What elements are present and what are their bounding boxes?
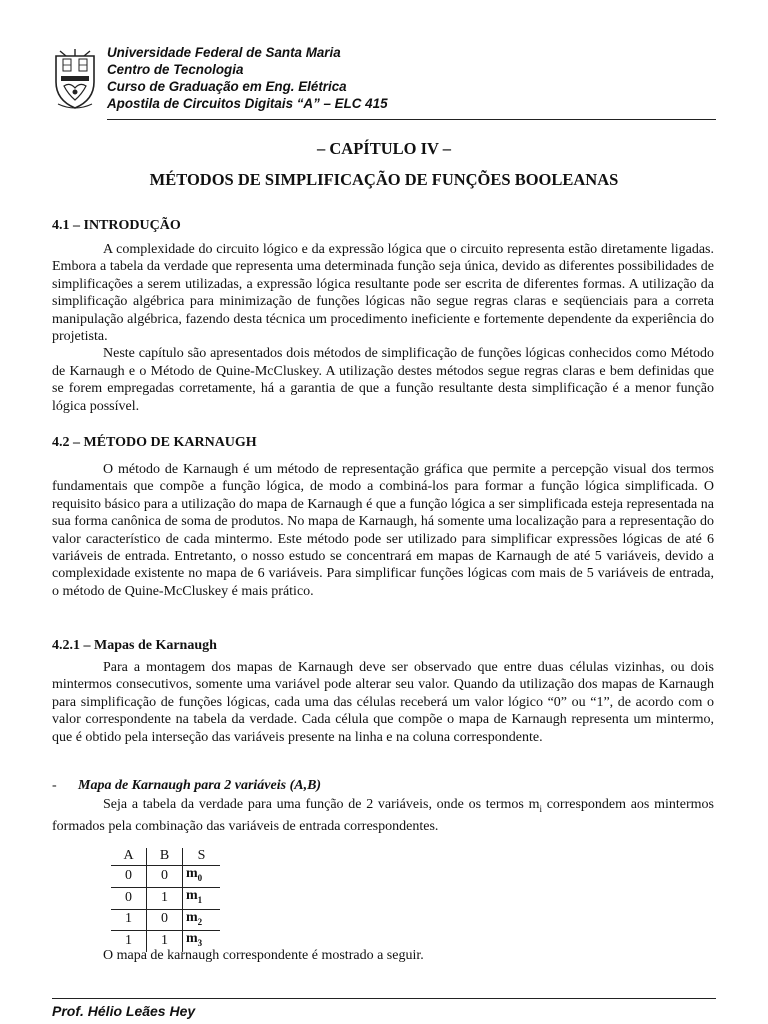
cell-a: 0 [111, 866, 147, 888]
cell-b: 0 [147, 909, 183, 931]
header-rule [107, 119, 716, 120]
chapter-number: – CAPÍTULO IV – [316, 139, 451, 158]
header-course: Curso de Graduação em Eng. Elétrica [107, 79, 347, 94]
truth-table [111, 848, 220, 952]
section-heading-intro: 4.1 – INTRODUÇÃO [52, 218, 181, 233]
cell-b: 1 [147, 887, 183, 909]
column-header-s: S [183, 848, 221, 866]
cell-b: 1 [147, 931, 183, 952]
two-variable-intro [52, 796, 714, 836]
header-center: Centro de Tecnologia [107, 62, 244, 77]
header-text [107, 44, 388, 112]
footer-author: Prof. Hélio Leães Hey [52, 1003, 196, 1019]
bullet-dash: - [52, 778, 57, 793]
paragraph: A complexidade do circuito lógico e da expressão lógica que o circuito representa estão diretamente ligadas. Embora a tabela da verdade que representa uma determinada função seja única, devido as diferentes possibilidades de simplificações a serem utilizadas, a expressão lógica resultante pode ser escrita de diferentes formas. A utilização da simplificação algébrica para minimização de funções lógicas não segue regras claras e seqüenciais para a correta manipulação algébrica, fazendo desta técnica um procedimento ineficiente e fortemente dependente da experiência do projetista. [52, 242, 714, 345]
after-table-text [52, 947, 714, 964]
cell-s: $m_3$ [186, 931, 203, 949]
cell-b: 0 [147, 866, 183, 888]
header-handout: Apostila de Circuitos Digitais “A” – ELC 415 [107, 96, 388, 111]
table-header-row [111, 848, 220, 866]
bullet-two-variables [52, 777, 321, 795]
paragraph: O método de Karnaugh é um método de representação gráfica que permite a percepção visual dos termos fundamentais que compõe a função lógica, de modo a combiná-los para formar a função lógica simplificada. O requisito básico para a utilização do mapa de Karnaugh é que a função lógica a ser simplificada esteja representada na sua forma canônica de soma de produtos. No mapa de Karnaugh, há somente uma localização para a representação do valor característico de cada mintermo. Este método pode ser utilizado para simplificar expressões lógicas de até 6 variáveis de entrada. Entretanto, o nosso estudo se concentrará em mapas de Karnaugh de até 5 variáveis, devido a complexidade existente no mapa de 6 variáveis. Para simplificar funções lógicas com mais de 5 variáveis de entrada, o método de Quine-McCluskey é mais prático. [52, 462, 714, 599]
paragraph: O mapa de karnaugh correspondente é mostrado a seguir. [103, 948, 424, 963]
bullet-title: Mapa de Karnaugh para 2 variáveis (A,B) [78, 778, 322, 793]
section-maps-body [52, 659, 714, 746]
paragraph: Seja a tabela da verdade para uma função de 2 variáveis, onde os termos $m_i$ correspondem aos mintermos formados pela combinação das variáveis de entrada correspondentes. [52, 797, 714, 835]
header-university: Universidade Federal de Santa Maria [107, 45, 341, 60]
chapter-title: MÉTODOS DE SIMPLIFICAÇÃO DE FUNÇÕES BOOLEANAS [149, 170, 619, 189]
column-header-a: A [111, 848, 147, 866]
cell-a: 1 [111, 909, 147, 931]
cell-s: $m_2$ [183, 909, 221, 931]
column-header-b: B [147, 848, 183, 866]
page-header [52, 44, 716, 120]
paragraph: Neste capítulo são apresentados dois métodos de simplificação de funções lógicas conhecidos como Método de Karnaugh e o Método de Quine-McCluskey. A utilização destes métodos segue regras claras e bem definidas que se forem empregadas corretamente, há a garantia de que a função resultante desta simplificação é a menor função lógica possível. [52, 346, 714, 414]
section-intro-body [52, 241, 714, 415]
cell-s: $m_1$ [183, 887, 221, 909]
university-crest-icon [52, 48, 98, 110]
table-row [111, 866, 220, 888]
cell-a: 1 [111, 931, 147, 952]
paragraph: Para a montagem dos mapas de Karnaugh deve ser observado que entre duas células vizinhas, ou dois mintermos consecutivos, somente uma variável pode alterar seu valor. Quando da utilização dos mapas de Karnaugh para simplificação de funções lógicas, cada uma das células receberá um valor lógico “0” ou “1”, de acordo com o valor correspondente na tabela da verdade. Cada célula que compõe o mapa de Karnaugh representa um mintermo, que é obtido pela interseção das variáveis presente na linha e na coluna correspondente. [52, 660, 714, 745]
table-row [111, 887, 220, 909]
cell-s: $m_0$ [183, 866, 221, 888]
section-heading-karnaugh: 4.2 – MÉTODO DE KARNAUGH [52, 435, 257, 450]
section-karnaugh-body [52, 461, 714, 600]
footer-rule [52, 998, 716, 999]
cell-a: 0 [111, 887, 147, 909]
table-row [111, 909, 220, 931]
section-heading-maps: 4.2.1 – Mapas de Karnaugh [52, 638, 217, 653]
